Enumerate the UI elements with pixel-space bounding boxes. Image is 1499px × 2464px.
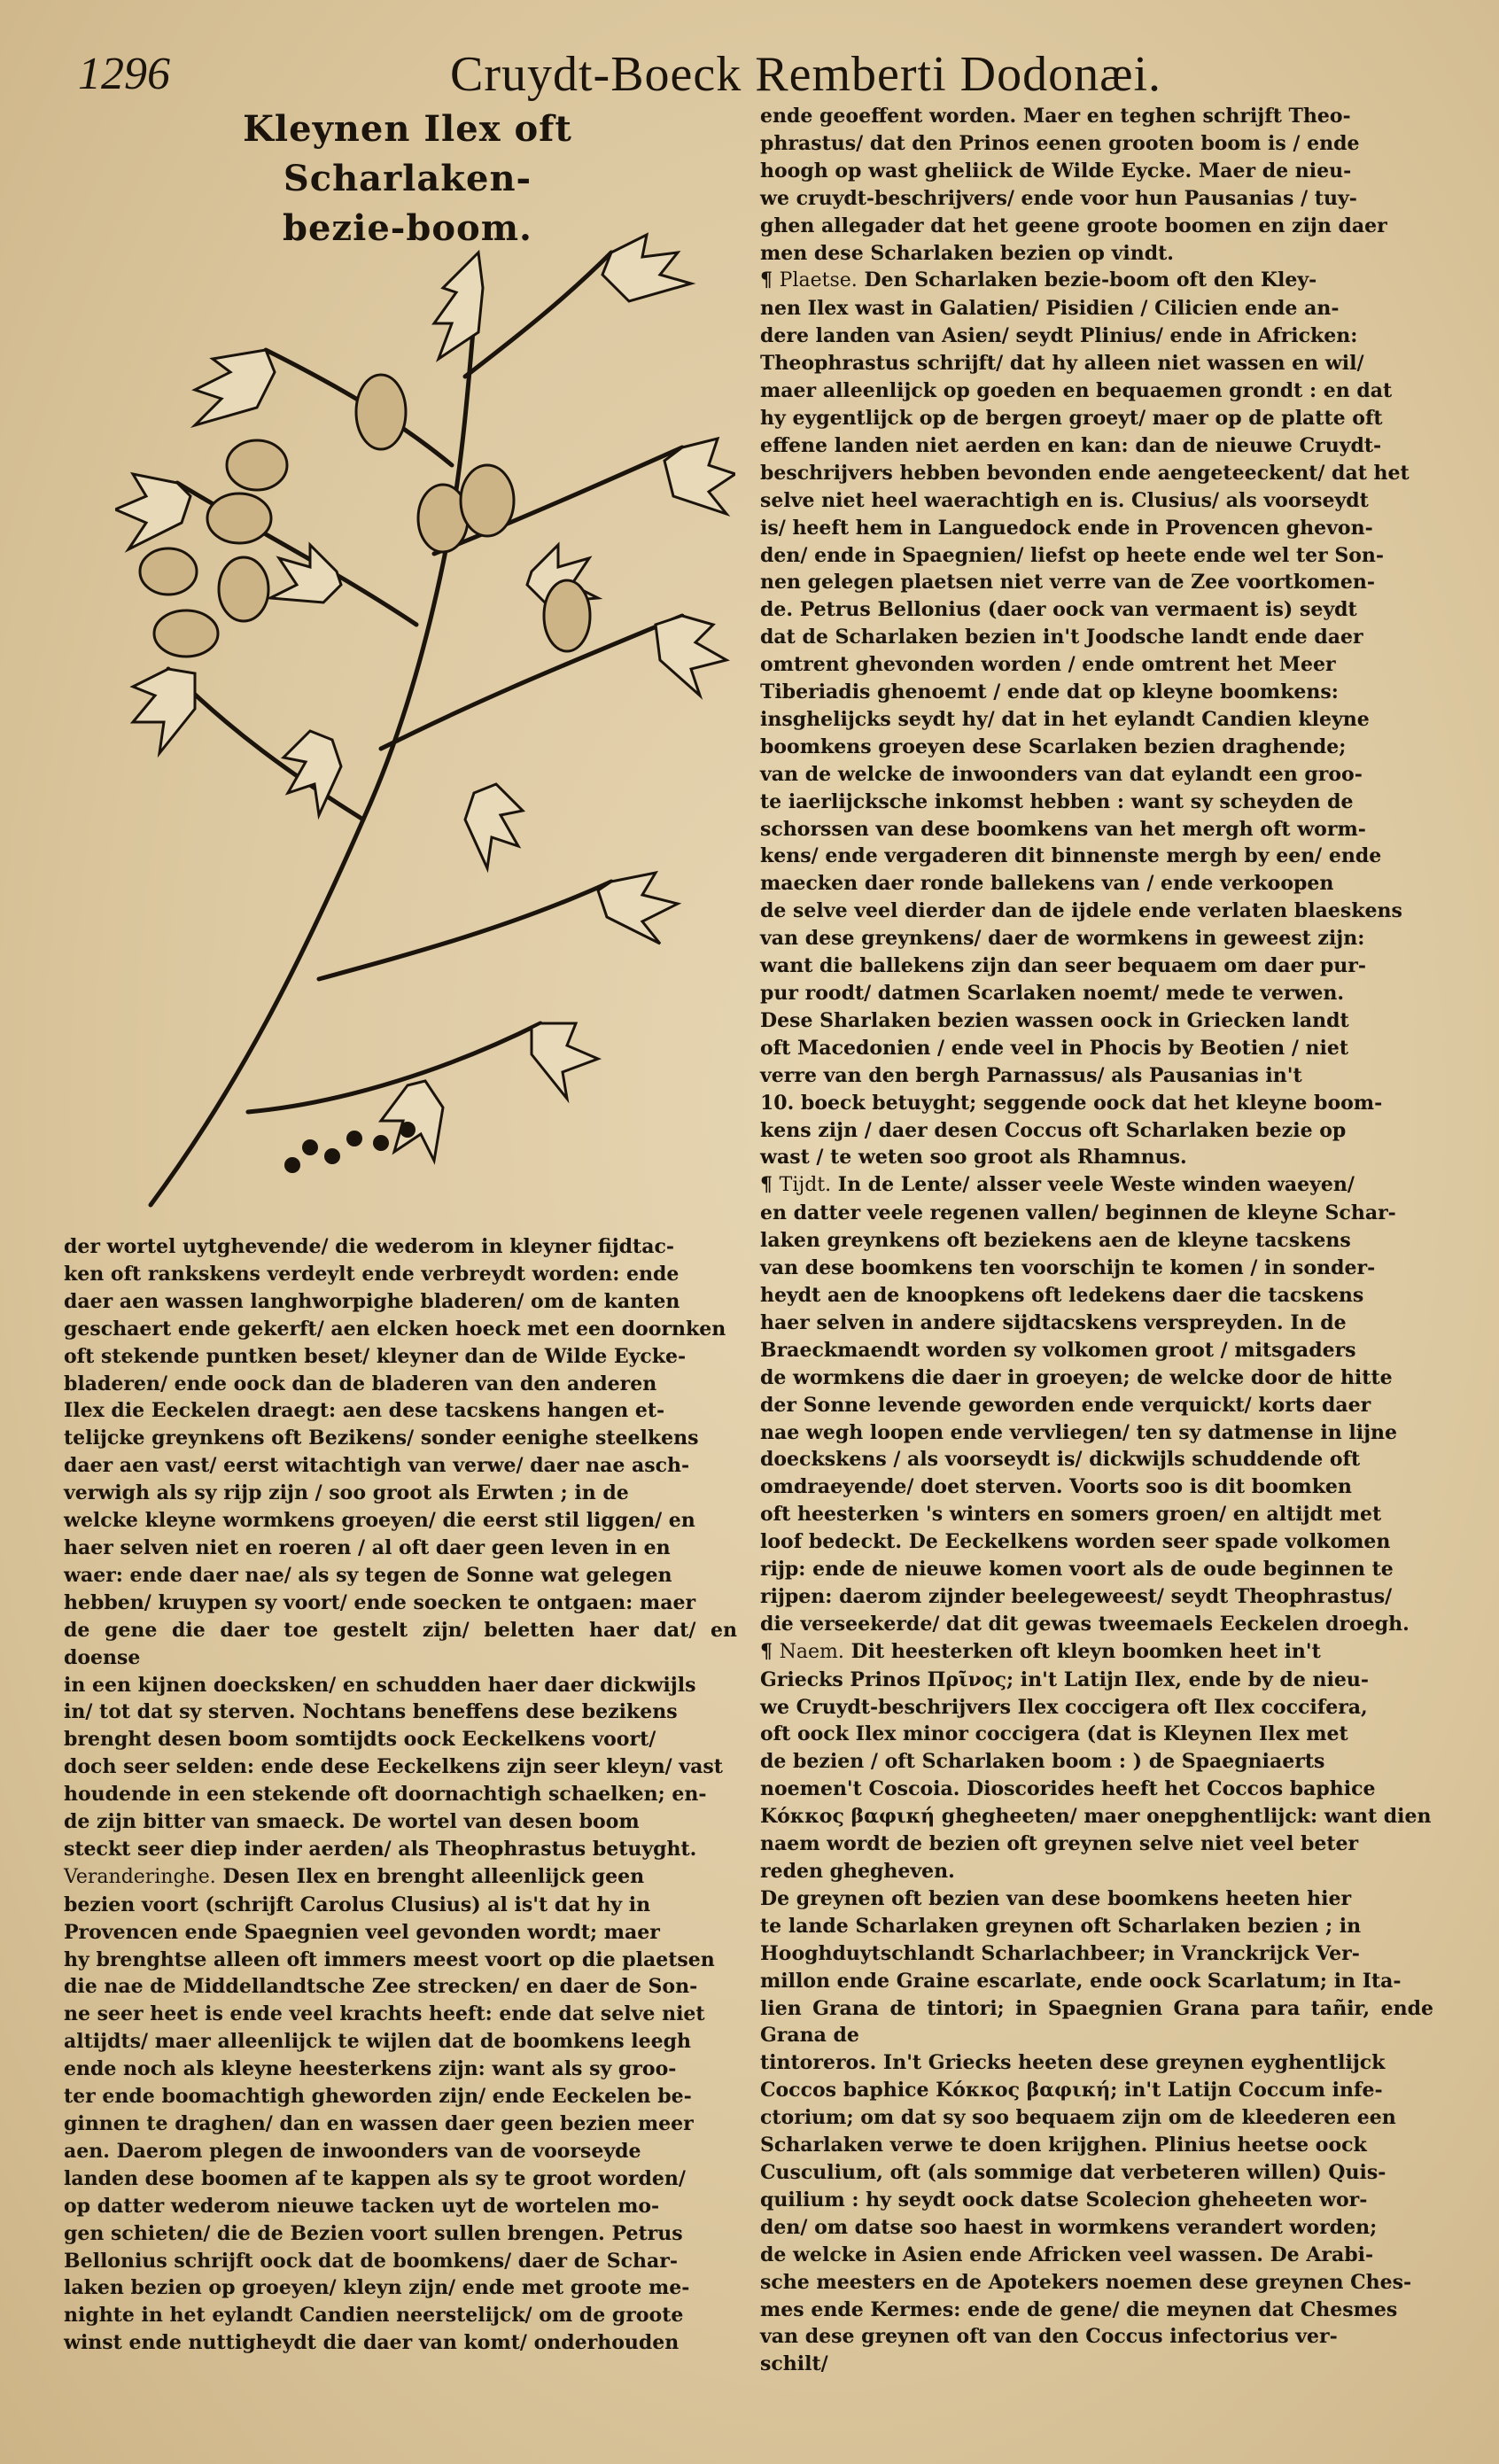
text-line: Dese Sharlaken bezien wassen oock in Griecken landt: [760, 1008, 1349, 1032]
text-line: tintoreros. In't Griecks heeten dese greynen eyghentlijck: [760, 2051, 1386, 2075]
text-line: op datter wederom nieuwe tacken uyt de wortelen mo-: [64, 2194, 660, 2218]
text-line: reden ghegheven.: [760, 1860, 955, 1883]
text-line: quilium : hy seydt oock datse Scolecion gheheeten wor-: [760, 2188, 1368, 2211]
left-column-text: [64, 1233, 737, 2357]
text-line: de zijn bitter van smaeck. De wortel van desen boom: [64, 1810, 640, 1834]
pilcrow-icon: ¶: [760, 1639, 773, 1663]
verandering-paragraph: [64, 1863, 737, 2357]
text-line: steckt seer diep inder aerden/ als Theophrastus betuyght.: [64, 1837, 697, 1861]
text-line: Bellonius schrijft oock dat de boomkens/ daer de Schar-: [64, 2249, 678, 2273]
text-line: brenght desen boom somtijdts oock Eeckelkens voort/: [64, 1728, 656, 1752]
text-line: Desen Ilex en brenght alleenlijck geen: [222, 1864, 645, 1888]
section-label-plaetse: Plaetse.: [779, 269, 858, 292]
text-line: gen schieten/ die de Bezien voort sullen brengen. Petrus: [64, 2221, 683, 2245]
text-line: daer aen vast/ eerst witachtigh van verwe/ daer nae asch-: [64, 1454, 690, 1478]
text-line: de wormkens die daer in groeyen; de welcke door de hitte: [760, 1365, 1393, 1389]
text-line: ende noch als kleyne heesterkens zijn: want als sy groo-: [64, 2057, 677, 2081]
text-line: de. Petrus Bellonius (daer oock van vermaent is) seydt: [760, 598, 1357, 622]
text-line: Ilex die Eeckelen draegt: aen dese tacskens hangen et-: [64, 1399, 665, 1423]
text-line: rijp: ende de nieuwe komen voort als de oude beginnen te: [760, 1558, 1394, 1582]
text-line: oft stekende puntken beset/ kleyner dan de Wilde Eycke-: [64, 1344, 687, 1368]
text-line: nen Ilex wast in Galatien/ Pisidien / Cilicien ende an-: [760, 297, 1340, 321]
text-line: der Sonne levende geworden ende verquickt/ korts daer: [760, 1393, 1371, 1417]
text-line: hy brenghtse alleen oft immers meest voort op die plaetsen: [64, 1947, 715, 1971]
text-line: millon ende Graine escarlate, ende oock Scarlatum; in Ita-: [760, 1969, 1402, 1993]
text-line: Scharlaken verwe te doen krijghen. Plinius heetse oock: [760, 2134, 1367, 2157]
text-line: ctorium; om dat sy soo bequaem zijn om de kleederen een: [760, 2106, 1396, 2130]
text-line: van de welcke de inwoonders van dat eylandt een groo-: [760, 762, 1363, 786]
text-line: verre van den bergh Parnassus/ als Pausanias in't: [760, 1063, 1302, 1087]
greynen-paragraph: [760, 1885, 1433, 2378]
text-line: welcke kleyne wormkens groeyen/ die eerst stil liggen/ en: [64, 1509, 695, 1533]
text-line: Tiberiadis ghenoemt / ende dat op kleyne boomkens:: [760, 680, 1339, 704]
text-line: insghelijcks seydt hy/ dat in het eylandt Candien kleyne: [760, 707, 1370, 731]
text-line: die nae de Middellandtsche Zee strecken/ en daer de Son-: [64, 1975, 698, 1999]
text-line: ghen allegader dat het geene groote boomen en zijn daer: [760, 214, 1387, 237]
text-line: pur roodt/ datmen Scarlaken noemt/ mede te verwen.: [760, 982, 1345, 1005]
text-line: dere landen van Asien/ seydt Plinius/ ende in Africken:: [760, 324, 1358, 348]
text-line: geschaert ende gekerft/ aen elcken hoeck met een doornken: [64, 1317, 726, 1341]
text-line: kens/ ende vergaderen dit binnenste mergh by een/ ende: [760, 844, 1382, 868]
text-line: te iaerlijcksche inkomst hebben : want sy scheyden de: [760, 789, 1354, 813]
text-line: de welcke in Asien ende Africken veel wassen. De Arabi-: [760, 2242, 1374, 2266]
text-line: beschrijvers hebben bevonden ende aengeteeckent/ dat het: [760, 461, 1410, 485]
text-line: de gene die daer toe gestelt zijn/ beletten haer dat/ en doense: [64, 1618, 737, 1669]
text-line: oft Macedonien / ende veel in Phocis by Beotien / niet: [760, 1036, 1349, 1060]
text-line: noemen't Coscoia. Dioscorides heeft het Coccos baphice: [760, 1777, 1376, 1801]
text-line: van dese boomkens ten voorschijn te komen / in sonder-: [760, 1256, 1376, 1280]
description-paragraph: [64, 1233, 737, 1863]
text-line: oft heesterken 's winters en somers groen/ en altijdt met: [760, 1503, 1382, 1527]
text-line: ne seer heet is ende veel krachts heeft: ende dat selve niet: [64, 2002, 705, 2026]
text-line: in een kijnen doecksken/ en schudden haer daer dickwijls: [64, 1673, 696, 1697]
pilcrow-icon: ¶: [760, 1173, 773, 1197]
tijdt-paragraph: [760, 1171, 1433, 1637]
text-line: den/ ende in Spaegnien/ liefst op heete ende wel ter Son-: [760, 543, 1385, 567]
text-line: nae wegh loopen ende vervliegen/ ten sy datmense in lijne: [760, 1420, 1398, 1444]
section-label-naem: Naem.: [779, 1640, 844, 1663]
text-line: selve niet heel waerachtigh en is. Clusius/ als voorseydt: [760, 488, 1369, 512]
pilcrow-icon: ¶: [760, 268, 773, 292]
intro-paragraph: [760, 103, 1433, 267]
plant-heading-line1: Kleynen Ilex oft Scharlaken-: [243, 108, 572, 199]
text-line: Provencen ende Spaegnien veel gevonden wordt; maer: [64, 1920, 660, 1944]
text-line: ginnen te draghen/ dan en wassen daer geen bezien meer: [64, 2112, 694, 2135]
page-header: [78, 41, 1460, 112]
text-line: effene landen niet aerden en kan: dan de nieuwe Cruydt-: [760, 433, 1382, 457]
text-line: te lande Scharlaken greynen oft Scharlaken bezien ; in: [760, 1914, 1362, 1938]
plant-heading-line2: bezie-boom.: [283, 207, 532, 249]
text-line: haer selven niet en roeren / al oft daer geen leven in en: [64, 1535, 671, 1559]
right-column-text: [760, 103, 1433, 2378]
text-line: telijcke greynkens oft Bezikens/ sonder eenighe steelkens: [64, 1426, 699, 1450]
text-line: haer selven in andere sijdtacskens verspreyden. In de: [760, 1310, 1347, 1334]
text-line: schorssen van dese boomkens van het mergh oft worm-: [760, 817, 1366, 841]
text-line: omtrent ghevonden worden / ende omtrent het Meer: [760, 653, 1336, 677]
text-line: Κόκκος βαφική ghegheeten/ maer onepghentlijck: want dien: [760, 1805, 1432, 1829]
text-line: Coccos baphice Κόκκος βαφική; in't Latijn Coccum infe-: [760, 2079, 1383, 2103]
text-line: de selve veel dierder dan de ijdele ende verlaten blaeskens: [760, 899, 1402, 923]
holly-oak-branch-woodcut-icon: [115, 199, 735, 1232]
text-line: doeckskens / als voorseydt is/ dickwijls schuddende oft: [760, 1448, 1361, 1472]
text-line: naem wordt de bezien oft greynen selve niet veel beter: [760, 1832, 1359, 1856]
plaetse-paragraph: [760, 267, 1433, 1171]
text-line: in/ tot dat sy sterven. Nochtans beneffens dese bezikens: [64, 1700, 678, 1724]
section-label-tijdt: Tijdt.: [779, 1174, 832, 1197]
text-line: omdraeyende/ doet sterven. Voorts soo is dit boomken: [760, 1475, 1352, 1499]
text-line: die verseekerde/ dat dit gewas tweemaels Eeckelen droegh.: [760, 1612, 1410, 1636]
text-line: der wortel uytghevende/ die wederom in kleyner fijdtac-: [64, 1235, 675, 1258]
text-line: aen. Daerom plegen de inwoonders van de voorseyde: [64, 2139, 641, 2163]
naem-paragraph: [760, 1638, 1433, 1885]
text-line: oft oock Ilex minor coccigera (dat is Kleynen Ilex met: [760, 1722, 1348, 1746]
text-line: en datter veele regenen vallen/ beginnen de kleyne Schar-: [760, 1201, 1396, 1225]
text-line: lien Grana de tintori; in Spaegnien Grana para tañir, ende Grana de: [760, 1996, 1433, 2048]
text-line: we cruydt-beschrijvers/ ende voor hun Pausanias / tuy-: [760, 186, 1357, 210]
text-line: den/ om datse soo haest in wormkens verandert worden;: [760, 2215, 1378, 2239]
text-line: rijpen: daerom zijnder beelegeweest/ seydt Theophrastus/: [760, 1584, 1393, 1608]
text-line: schilt/: [760, 2352, 828, 2376]
text-line: want die ballekens zijn dan seer bequaem om daer pur-: [760, 954, 1366, 978]
text-line: hy eygentlijck op de bergen groeyt/ maer op de platte oft: [760, 406, 1383, 430]
text-line: kens zijn / daer desen Coccus oft Scharlaken bezie op: [760, 1118, 1347, 1142]
text-line: landen dese boomen af te kappen als sy te groot worden/: [64, 2166, 686, 2190]
text-line: maer alleenlijck op goeden en bequaemen grondt : en dat: [760, 379, 1393, 403]
text-line: maecken daer ronde ballekens van / ende verkoopen: [760, 872, 1334, 896]
text-line: men dese Scharlaken bezien op vindt.: [760, 241, 1174, 265]
text-line: nighte in het eylandt Candien neerstelijck/ om de groote: [64, 2304, 684, 2328]
text-line: loof bedeckt. De Eeckelkens worden seer spade volkomen: [760, 1530, 1391, 1554]
text-line: laken greynkens oft beziekens aen de kleyne tacskens: [760, 1229, 1351, 1253]
text-line: boomkens groeyen dese Scarlaken bezien draghende;: [760, 735, 1347, 758]
text-line: ter ende boomachtigh gheworden zijn/ ende Eeckelen be-: [64, 2085, 692, 2109]
text-line: 10. boeck betuyght; seggende oock dat het kleyne boom-: [760, 1091, 1383, 1115]
text-line: Hooghduytschlandt Scharlachbeer; in Vranckrijck Ver-: [760, 1941, 1360, 1965]
text-line: ende geoeffent worden. Maer en teghen schrijft Theo-: [760, 105, 1351, 128]
text-line: mes ende Kermes: ende de gene/ die meynen dat Chesmes: [760, 2297, 1398, 2321]
text-line: winst ende nuttigheydt die daer van komt/ onderhouden: [64, 2331, 680, 2355]
text-line: Braeckmaendt worden sy volkomen groot / mitsgaders: [760, 1338, 1356, 1362]
text-line: Griecks Prinos Πρῖνος; in't Latijn Ilex, ende by de nieu-: [760, 1667, 1370, 1691]
text-line: altijdts/ maer alleenlijck te wijlen dat de boomkens leegh: [64, 2030, 692, 2054]
text-line: dat de Scharlaken bezien in't Joodsche landt ende daer: [760, 626, 1363, 649]
running-title: Cruydt-Boeck Remberti Dodonæi.: [450, 47, 1162, 102]
text-line: bezien voort (schrijft Carolus Clusius) al is't dat hy in: [64, 1893, 651, 1916]
text-line: daer aen wassen langhworpighe bladeren/ om de kanten: [64, 1289, 680, 1313]
text-line: bladeren/ ende oock dan de bladeren van den anderen: [64, 1372, 657, 1395]
text-line: ken oft rankskens verdeylt ende verbreydt worden: ende: [64, 1262, 680, 1286]
page-number: 1296: [78, 49, 170, 99]
text-line: is/ heeft hem in Languedock ende in Provencen ghevon-: [760, 516, 1373, 540]
text-line: houdende in een stekende oft doornachtigh schaelken; en-: [64, 1783, 707, 1807]
section-label-verandering: Veranderinghe.: [64, 1865, 216, 1888]
text-line: nen gelegen plaetsen niet verre van de Zee voortkomen-: [760, 571, 1376, 595]
text-line: de bezien / oft Scharlaken boom : ) de Spaegniaerts: [760, 1750, 1325, 1774]
text-line: verwigh als sy rijp zijn / soo groot als Erwten ; in de: [64, 1481, 629, 1505]
text-line: De greynen oft bezien van dese boomkens heeten hier: [760, 1886, 1352, 1910]
text-line: laken bezien op groeyen/ kleyn zijn/ ende met groote me-: [64, 2276, 690, 2300]
text-line: In de Lente/ alsser veele Weste winden waeyen/: [837, 1173, 1355, 1197]
text-line: hebben/ kruypen sy voort/ ende soecken te ontgaen: maer: [64, 1590, 696, 1614]
text-line: doch seer selden: ende dese Eeckelkens zijn seer kleyn/ vast: [64, 1755, 723, 1779]
text-line: wast / te weten soo groot als Rhamnus.: [760, 1146, 1187, 1170]
text-line: Theophrastus schrijft/ dat hy alleen niet wassen en wil/: [760, 352, 1364, 376]
text-line: sche meesters en de Apotekers noemen dese greynen Ches-: [760, 2270, 1412, 2294]
text-line: Cusculium, oft (als sommige dat verbeteren willen) Quis-: [760, 2160, 1386, 2184]
text-line: van dese greynen oft van den Coccus infectorius ver-: [760, 2325, 1338, 2349]
text-line: we Cruydt-beschrijvers Ilex coccigera oft Ilex coccifera,: [760, 1695, 1368, 1719]
text-line: Den Scharlaken bezie-boom oft den Kley-: [864, 268, 1317, 292]
text-line: phrastus/ dat den Prinos eenen grooten boom is / ende: [760, 131, 1360, 155]
text-line: van dese greynkens/ daer de wormkens in geweest zijn:: [760, 927, 1365, 951]
text-line: heydt aen de knoopkens oft ledekens daer die tacskens: [760, 1283, 1364, 1307]
text-line: hoogh op wast gheliick de Wilde Eycke. Maer de nieu-: [760, 159, 1352, 183]
text-line: Dit heesterken oft kleyn boomken heet in't: [850, 1639, 1321, 1663]
text-line: waer: ende daer nae/ als sy tegen de Sonne wat gelegen: [64, 1563, 672, 1587]
